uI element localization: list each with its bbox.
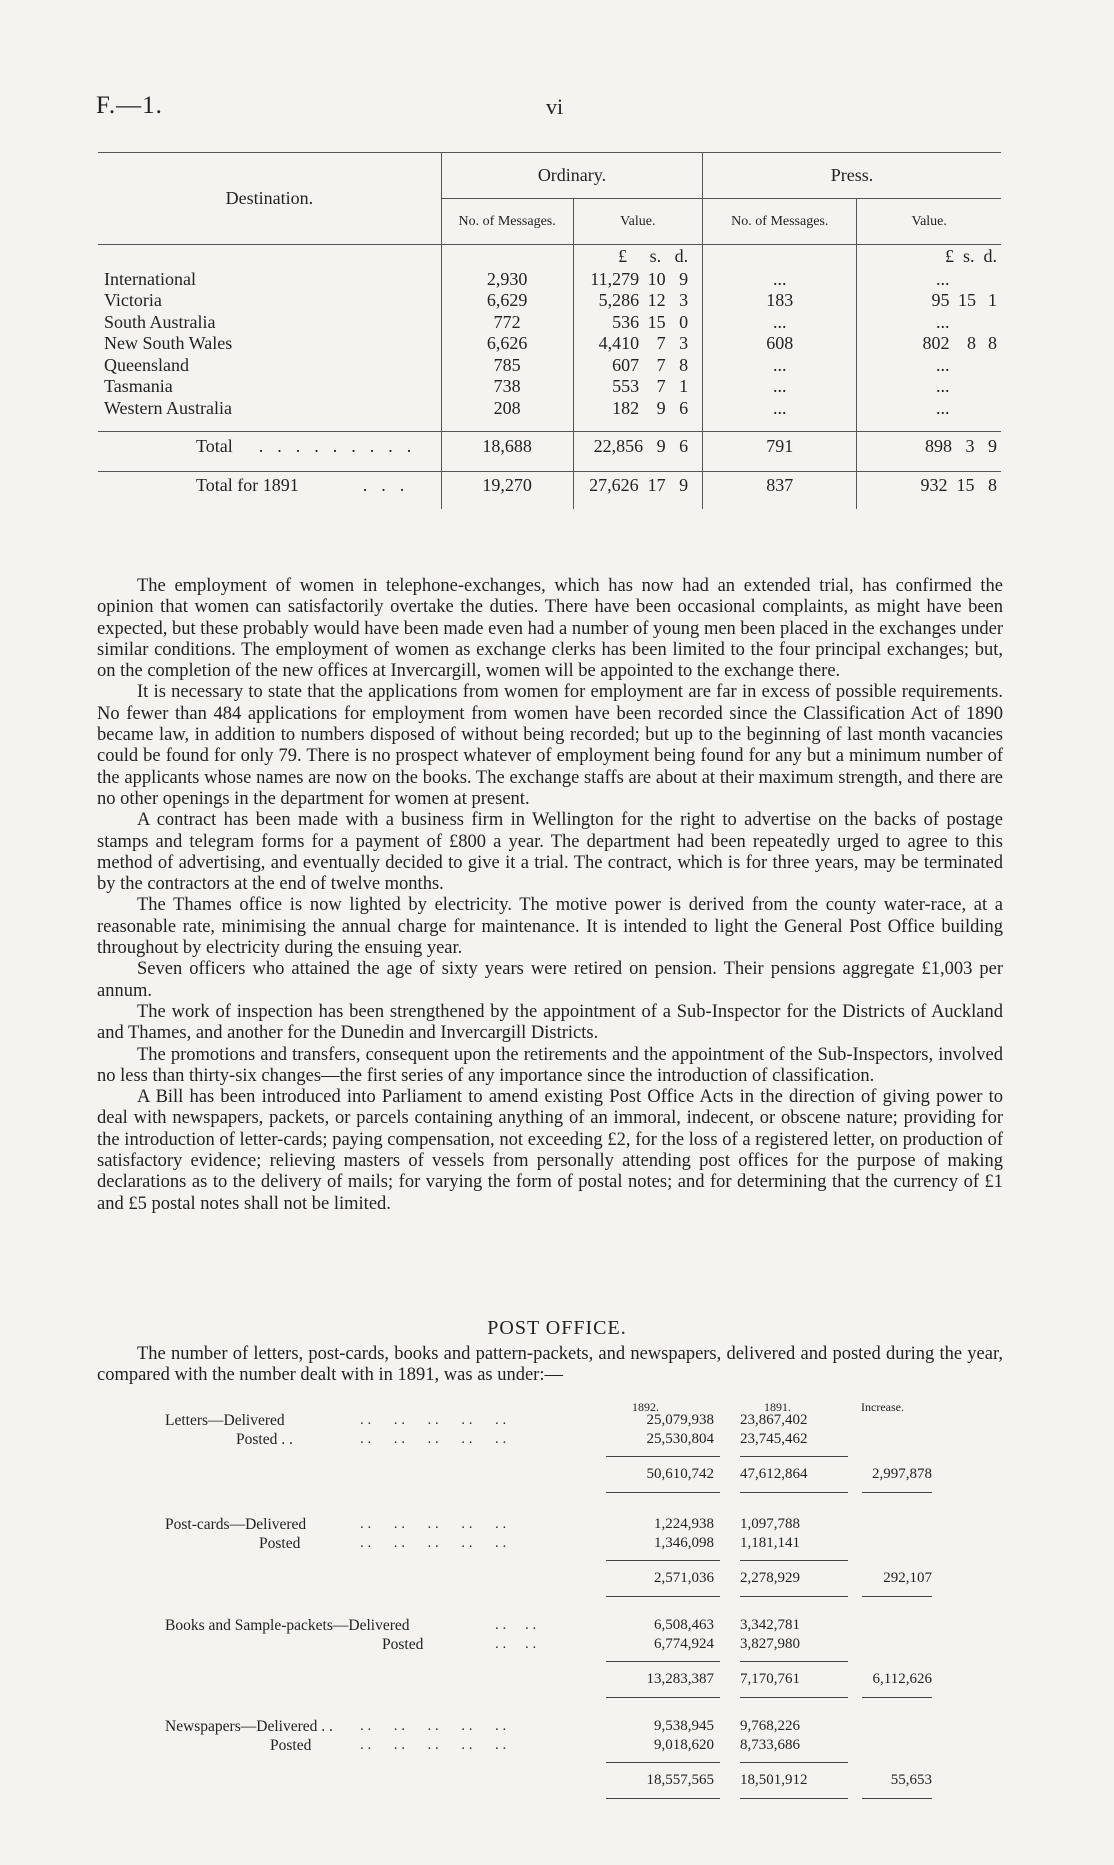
ord-messages-cell: 6,629 (441, 290, 573, 312)
col-1891: 1891. (764, 1400, 791, 1414)
col-press-value: Value. (857, 199, 1001, 245)
currency-header-press: £ s. d. (857, 245, 1001, 269)
value-1891-posted: 8,733,686 (740, 1737, 800, 1753)
value-1892-total: 13,283,387 (646, 1671, 714, 1687)
rule (862, 1697, 932, 1698)
value-1891-posted: 3,827,980 (740, 1636, 800, 1652)
press-messages-cell: ... (703, 398, 857, 420)
total-label: Total (196, 435, 233, 456)
ord-value-cell: 607 7 8 (573, 355, 703, 377)
rule (740, 1492, 848, 1493)
rule (606, 1560, 720, 1561)
page-number: vi (546, 94, 564, 119)
total-1891-press-value: 932 15 8 (857, 471, 1001, 499)
post-office-heading: POST OFFICE. (487, 1317, 627, 1339)
leader-dots: . . . . . . . . . . (360, 1412, 507, 1428)
value-1892-posted: 1,346,098 (654, 1535, 714, 1551)
stat-label-posted: Posted . . (236, 1431, 293, 1448)
post-office-intro: The number of letters, post-cards, books and pattern-packets, and newspapers, delivered and posted during the year, compared with the number dealt with in 1891, was as under:— (97, 1344, 1003, 1385)
table-row (98, 333, 1001, 355)
value-1891-total: 18,501,912 (740, 1772, 808, 1788)
paragraph: A contract has been made with a business firm in Wellington for the right to advertise on the backs of postage stamps and telegram forms for a payment of £800 a year. The department had been repeatedly urged to agree to this method of advertising, and eventually decided to give it a trial. The contract, which is for three years, may be terminated by the contractors at the end of twelve months. (97, 810, 1003, 895)
col-1892: 1892. (632, 1400, 659, 1414)
stat-label-delivered: Books and Sample-packets—Delivered (165, 1617, 410, 1634)
value-1892-delivered: 6,508,463 (654, 1617, 714, 1633)
value-increase: 55,653 (890, 1772, 932, 1788)
total-ord-value: 22,856 9 6 (573, 431, 703, 461)
value-1891-delivered: 3,342,781 (740, 1617, 800, 1633)
press-value-cell: ... (857, 376, 1001, 398)
rule (740, 1697, 848, 1698)
rule (740, 1798, 848, 1799)
rule (606, 1456, 720, 1457)
total-1891-ord-value: 27,626 17 9 (573, 471, 703, 499)
ord-value-cell: 4,410 7 3 (573, 333, 703, 355)
rule (740, 1560, 848, 1561)
paragraph: The Thames office is now lighted by electricity. The motive power is derived from the county water-race, at a reasonable rate, minimising the annual charge for maintenance. It is intended to light the General Post Office building throughout by electricity during the ensuing year. (97, 895, 1003, 959)
destination-cell: International (104, 268, 196, 289)
rule (862, 1798, 932, 1799)
stat-label-delivered: Letters—Delivered (165, 1412, 285, 1429)
value-1891-total: 7,170,761 (740, 1671, 800, 1687)
paragraph: The promotions and transfers, consequent upon the retirements and the appointment of the Sub-Inspectors, involved no less than thirty-six changes—the first series of any importance since the introduction of classification. (97, 1044, 1003, 1086)
col-ord-messages: No. of Messages. (441, 199, 573, 245)
table-body (98, 269, 1001, 420)
ord-value-cell: 5,286 12 3 (573, 290, 703, 312)
value-1891-total: 47,612,864 (740, 1466, 808, 1482)
total-press-value: 898 3 9 (857, 431, 1001, 461)
rule (606, 1697, 720, 1698)
currency-header-ordinary: £ s. d. (573, 245, 703, 269)
press-messages-cell: ... (703, 269, 857, 291)
ord-value-cell: 536 15 0 (573, 312, 703, 334)
paragraph: The employment of women in telephone-exchanges, which has now had an extended trial, has confirmed the opinion that women can satisfactorily overtake the duties. There have been occasional complaints, as might have been expected, but these probably would have been made even had a number of young men been placed in the exchanges under similar conditions. The employment of women as exchange clerks has been limited to the four principal exchanges; but, on the completion of the new offices at Invercargill, women will be appointed to the exchange there. (97, 576, 1003, 682)
rule (606, 1661, 720, 1662)
paragraph: It is necessary to state that the applications from women for employment are far in excess of possible requirements. No fewer than 484 applications for employment from women have been recorded since the Classification Act of 1890 became law, in addition to numbers disposed of without being recorded; but up to the beginning of last month vacancies could be found for only 79. There is no prospect whatever of employment being found for any but a minimum number of the applicants whose names are now on the books. The exchange staffs are about at their maximum strength, and there are no other openings in the department for women at present. (97, 682, 1003, 809)
value-1891-delivered: 23,867,402 (740, 1412, 808, 1428)
total-1891-press-no: 837 (703, 471, 857, 499)
table-row (98, 398, 1001, 420)
stat-label-delivered: Post-cards—Delivered (165, 1516, 307, 1533)
ord-value-cell: 553 7 1 (573, 376, 703, 398)
rule (740, 1456, 848, 1457)
col-press-messages: No. of Messages. (703, 199, 857, 245)
stat-label-posted: Posted (270, 1737, 312, 1754)
value-1891-delivered: 9,768,226 (740, 1718, 800, 1734)
rule (606, 1596, 720, 1597)
value-1892-total: 2,571,036 (654, 1570, 714, 1586)
value-1892-delivered: 25,079,938 (646, 1412, 714, 1428)
value-1892-delivered: 1,224,938 (654, 1516, 714, 1532)
press-messages-cell: ... (703, 312, 857, 334)
table-row (98, 355, 1001, 377)
col-ord-value: Value. (573, 199, 703, 245)
table-row (98, 290, 1001, 312)
rule (606, 1762, 720, 1763)
press-value-cell: 802 8 8 (857, 333, 1001, 355)
col-ordinary: Ordinary. (441, 153, 702, 199)
value-1891-delivered: 1,097,788 (740, 1516, 800, 1532)
value-1891-posted: 1,181,141 (740, 1535, 800, 1551)
table-row (98, 376, 1001, 398)
table-total-row: Total ......... 18,688 22,856 9 6 791 898 3 9 (98, 431, 1001, 461)
press-value-cell: 95 15 1 (857, 290, 1001, 312)
leader-dots: . . . . (495, 1636, 537, 1652)
rule (862, 1596, 932, 1597)
ord-messages-cell: 772 (441, 312, 573, 334)
table-row (98, 269, 1001, 291)
col-destination: Destination. (225, 188, 314, 208)
destination-cell: Western Australia (104, 397, 233, 418)
leader-dots: . . . . . . . . . . (360, 1516, 507, 1532)
rule (606, 1492, 720, 1493)
ord-value-cell: 11,279 10 9 (573, 269, 703, 291)
destination-cell: Tasmania (104, 376, 173, 397)
destination-cell: South Australia (104, 311, 216, 332)
press-value-cell: ... (857, 269, 1001, 291)
ord-messages-cell: 785 (441, 355, 573, 377)
stat-label-delivered: Newspapers—Delivered . . (165, 1718, 333, 1735)
table-row (98, 312, 1001, 334)
leader-dots: . . . . . . . . . . (360, 1737, 507, 1753)
value-increase: 292,107 (883, 1570, 932, 1586)
press-messages-cell: ... (703, 376, 857, 398)
body-text (97, 576, 1003, 1215)
stat-label-posted: Posted (382, 1636, 424, 1653)
ord-messages-cell: 208 (441, 398, 573, 420)
destination-cell: New South Wales (104, 333, 233, 354)
value-1892-total: 50,610,742 (646, 1466, 714, 1482)
destination-cell: Queensland (104, 354, 189, 375)
report-code: F.—1. (96, 92, 163, 119)
press-messages-cell: 183 (703, 290, 857, 312)
value-1892-total: 18,557,565 (646, 1772, 714, 1788)
value-1891-posted: 23,745,462 (740, 1431, 808, 1447)
press-value-cell: ... (857, 312, 1001, 334)
total-1891-ord-no: 19,270 (441, 471, 573, 499)
total-ord-no: 18,688 (441, 431, 573, 461)
destination-cell: Victoria (104, 290, 162, 311)
col-press: Press. (703, 153, 1001, 199)
paragraph: The work of inspection has been strengthened by the appointment of a Sub-Inspector for the Districts of Auckland and Thames, and another for the Dunedin and Invercargill Districts. (97, 1001, 1003, 1044)
value-1892-posted: 6,774,924 (654, 1636, 714, 1652)
rule (740, 1661, 848, 1662)
leader-dots: . . . . . . . . . . (360, 1535, 507, 1551)
col-increase: Increase. (861, 1400, 904, 1414)
value-1892-posted: 25,530,804 (646, 1431, 714, 1447)
rule (606, 1798, 720, 1799)
rule (740, 1762, 848, 1763)
stat-label-posted: Posted (259, 1535, 301, 1552)
value-1892-posted: 9,018,620 (654, 1737, 714, 1753)
ord-messages-cell: 6,626 (441, 333, 573, 355)
ord-value-cell: 182 9 6 (573, 398, 703, 420)
total-press-no: 791 (703, 431, 857, 461)
paragraph: A Bill has been introduced into Parliament to amend existing Post Office Acts in the direction of giving power to deal with newspapers, packets, or parcels containing anything of an immoral, indecent, or obscene nature; providing for the introduction of letter-cards; paying compensation, not exceeding £2, for the loss of a registered letter, on production of satisfactory evidence; relieving masters of vessels from personally attending post offices for the purpose of making declarations as to the delivery of mails; for varying the form of postal notes; and for determining that the currency of £1 and £5 postal notes shall not be limited. (97, 1087, 1003, 1214)
press-messages-cell: ... (703, 355, 857, 377)
rule (862, 1492, 932, 1493)
leader-dots: . . . . (495, 1617, 537, 1633)
table-total-1891-row: Total for 1891 ... 19,270 27,626 17 9 837 932 15 8 (98, 471, 1001, 499)
leader-dots: . . . . . . . . . . (360, 1431, 507, 1447)
leader-dots: . . . . . . . . . . (360, 1718, 507, 1734)
ord-messages-cell: 738 (441, 376, 573, 398)
value-increase: 6,112,626 (872, 1671, 932, 1687)
ord-messages-cell: 2,930 (441, 269, 573, 291)
telegram-table (98, 152, 1001, 509)
value-increase: 2,997,878 (872, 1466, 932, 1482)
rule (740, 1596, 848, 1597)
press-value-cell: ... (857, 398, 1001, 420)
value-1892-delivered: 9,538,945 (654, 1718, 714, 1734)
press-value-cell: ... (857, 355, 1001, 377)
value-1891-total: 2,278,929 (740, 1570, 800, 1586)
press-messages-cell: 608 (703, 333, 857, 355)
total-1891-label: Total for 1891 (196, 474, 299, 495)
paragraph: Seven officers who attained the age of sixty years were retired on pension. Their pensions aggregate £1,003 per annum. (97, 959, 1003, 1001)
